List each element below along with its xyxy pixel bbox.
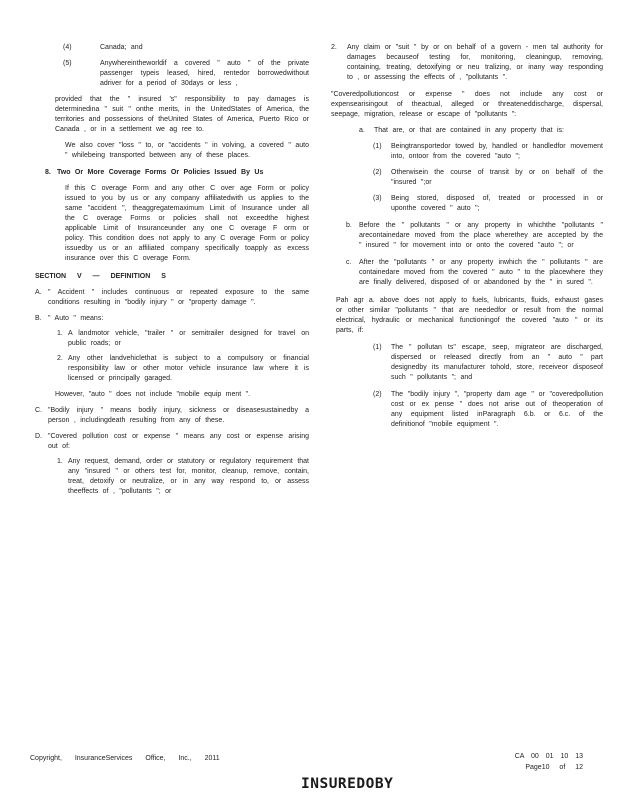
paragraph-text: If this C overage Form and any other C over age Form or policy issued to you by us or any company affiliatedwith us applies to the same "accident ", theaggregatemaximum Limit of Insurance under all the C overage Forms or policies shall not exceedthe highest applicable Limit of Insuranceunder any one C overage F orm or policy. This condition does not apply to any C overage Form or policy issuedby us or an affiliated company specifically toapply as excess insurance over this C overage Form. — [65, 185, 309, 262]
section-heading — [35, 272, 309, 282]
definition-b — [35, 314, 309, 324]
list-label: a. — [359, 127, 365, 134]
list-label: (4) — [63, 44, 72, 51]
definition-d — [35, 432, 309, 452]
list-item-b2 — [57, 354, 309, 384]
list-item-a3 — [373, 194, 603, 214]
paragraph-text: Being stored, disposed of, treated or processed in or uponthe covered " auto "; — [391, 195, 603, 212]
footer-copyright: Copyright, InsuranceServices Office, Inc., 2011 — [30, 755, 220, 762]
list-item-d1 — [57, 457, 309, 497]
paragraph-however — [55, 390, 309, 400]
list-label: 2. — [331, 44, 337, 51]
paragraph-text: "Bodily injury " means bodily injury, sickness or diseasesustainedby a person , includingdeath resulting from any of these. — [48, 407, 309, 424]
paragraph-text: " Accident " includes continuous or repeated exposure to the same conditions resulting in "bodily injury " or "property damage ". — [48, 289, 309, 306]
watermark-text: INSUREDOBY — [301, 776, 394, 792]
paragraph-text: "Coveredpollutioncost or expense " does not include any cost or expensearisingout of theactual, alleged or threateneddischarge, dispersal, seepage, migration, release or escape of "pollutants ": — [331, 91, 603, 118]
right-column — [331, 43, 603, 430]
definition-a — [35, 288, 309, 308]
paragraph-text: That are, or that are contained in any property that is: — [374, 127, 564, 134]
paragraph-text: Any other landvehiclethat is subject to a compulsory or financial responsibility law or other motor vehicle insurance law where it is licensed or principally garaged. — [68, 355, 309, 382]
list-label: (1) — [373, 143, 382, 150]
list-item-f1 — [373, 343, 603, 383]
paragraph-text: The "bodily injury ", "property dam age " or "coveredpollution cost or ex pense " does not arise out of theoperation of any equipment listed inParagraph 6.b. or 6.c. of the definitionof "mobile equipment ". — [391, 391, 603, 428]
list-label: (1) — [373, 344, 382, 351]
list-label: c. — [346, 259, 352, 266]
form-number: CA 00 01 10 13 — [514, 753, 583, 760]
paragraph-text: "Covered pollution cost or expense " means any cost or expense arising out of: — [48, 433, 309, 450]
list-label: C. — [35, 407, 42, 414]
paragraph-text: After the "pollutants " or any property inwhich the " pollutants " are containedare moved from the covered " auto " to the placewhere they are finally delivered, disposed of or abandoned by the " in sured ". — [359, 259, 603, 286]
page-indicator: Page10 of 12 — [525, 763, 583, 771]
definition-c — [35, 406, 309, 426]
paragraph-text: provided that the " insured 's" responsibility to pay damages is determinedina " suit " onthe merits, in the UnitedStates of America, the territories and possessions of theUnited States of America, Puerto Rico or Canada , or in a settlement we ag ree to. — [55, 96, 309, 133]
paragraph-text: Otherwisein the course of transit by or on behalf of the "insured ";or — [391, 169, 603, 186]
list-item-4 — [63, 43, 309, 53]
paragraph-text: " Auto " means: — [48, 315, 104, 322]
list-item-a1 — [373, 142, 603, 162]
paragraph-text: Before the " pollutants " or any property in whichthe "pollutants " arecontainedare moved from the place wherethey are accepted by the " insured " for movement into or onto the covered "auto "; or — [359, 222, 603, 249]
list-label: (2) — [373, 391, 382, 398]
list-label: 8. — [45, 169, 51, 176]
footer-form-block — [515, 752, 583, 773]
list-label: D. — [35, 433, 42, 440]
list-item-b1 — [57, 329, 309, 349]
paragraph-exception — [336, 296, 603, 336]
heading-8 — [45, 168, 309, 178]
list-label: (2) — [373, 169, 382, 176]
list-item-a2 — [373, 168, 603, 188]
list-label: 1. — [57, 458, 63, 465]
paragraph-covered-pollution — [331, 90, 603, 120]
paragraph-text: Two Or More Coverage Forms Or Policies Issued By Us — [57, 169, 264, 176]
list-label: (5) — [63, 60, 72, 67]
list-item-d2 — [331, 43, 603, 83]
paragraph-provided — [55, 95, 309, 135]
list-item-5 — [63, 59, 309, 89]
list-label: 2. — [57, 355, 63, 362]
list-label: (3) — [373, 195, 382, 202]
list-label: 1. — [57, 330, 63, 337]
paragraph-text: Beingtransportedor towed by, handled or handledfor movement into, ontoor from the covered "auto "; — [391, 143, 603, 160]
list-item-f2 — [373, 390, 603, 430]
paragraph-text: Anywhereintheworldif a covered " auto " of the private passenger typeis leased, hired, rentedor borrowedwithout adriver for a period of 30days or less , — [100, 60, 309, 87]
paragraph-text: The " pollutan ts" escape, seep, migrateor are discharged, dispersed or released directly from an " auto " part designedby its manufacturer tohold, store, receiveor disposeof such " pollutants "; and — [391, 344, 603, 381]
paragraph-text: We also cover "loss " to, or "accidents " in volving, a covered " auto " whilebeing transported between any of these places. — [65, 142, 309, 159]
paragraph-text: However, "auto " does not include "mobile equip ment ". — [55, 391, 251, 398]
paragraph-text: SECTION V — DEFINITION S — [35, 273, 166, 280]
paragraph-text: Any claim or "suit " by or on behalf of a govern - men tal authority for damages becauseof testing for, monitoring, cleaningup, removing, containing, treating, detoxifying or neu tralizing, or inany way responding to , or assessing the effects of , "pollutants ". — [347, 44, 603, 81]
list-item-c — [346, 258, 603, 288]
paragraph-text: Pah agr a. above does not apply to fuels, lubricants, fluids, exhaust gases or other similar "pollutants " that are neededfor or result from the normal electrical, hydraulic or mechanical functioningof the covered "auto " or its parts, if: — [336, 297, 603, 334]
list-label: B. — [35, 315, 42, 322]
left-column — [35, 43, 309, 497]
list-label: A. — [35, 289, 42, 296]
list-item-a — [359, 126, 603, 136]
paragraph-text: A landmotor vehicle, "trailer " or semitrailer designed for travel on public roads; or — [68, 330, 309, 347]
list-item-b — [346, 221, 603, 251]
paragraph-text: Any request, demand, order or statutory or regulatory requirement that any "insured " or others test for, monitor, cleanup, remove, contain, treat, detoxify or neutralize, or in any way respond to, or assess theeffects of , "pollutants "; or — [68, 458, 309, 495]
paragraph-text: Canada; and — [100, 44, 143, 51]
paragraph-heading-8-body — [65, 184, 309, 264]
list-label: b. — [346, 222, 352, 229]
paragraph-we-also-cover — [65, 141, 309, 161]
